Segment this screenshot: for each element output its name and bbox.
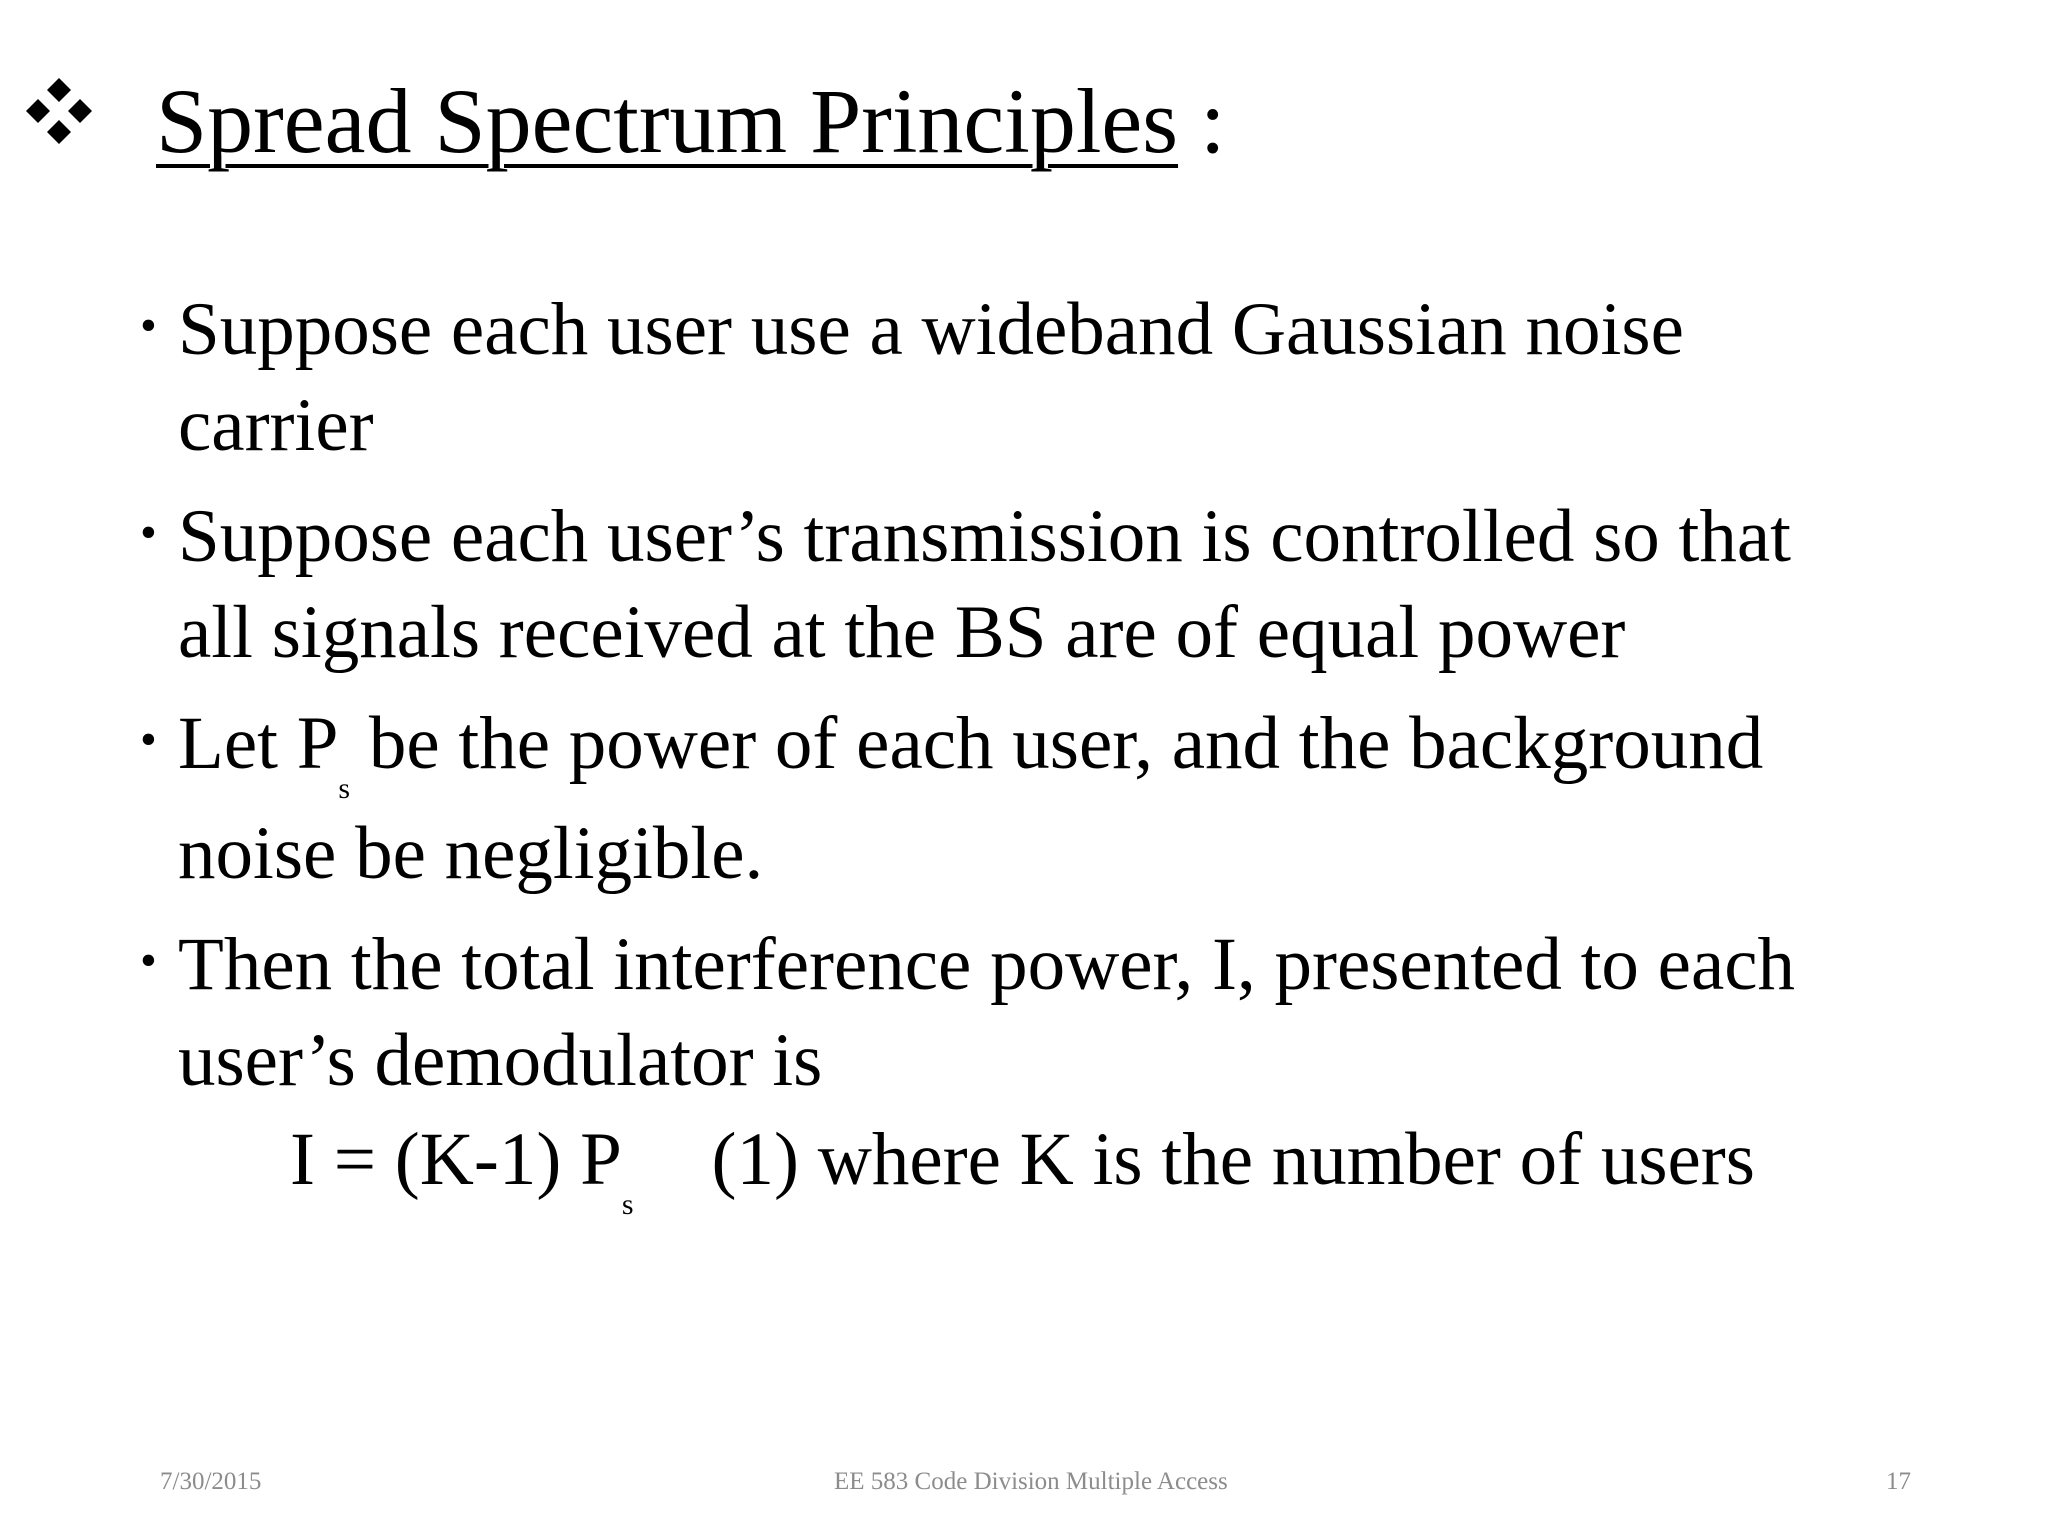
bullet-text-line: user’s demodulator is — [178, 1019, 823, 1102]
bullet-text-line: Suppose each user use a wideband Gaussian noise — [178, 288, 1684, 371]
bullet-dot-icon: • — [140, 506, 157, 559]
bullet-text-line: Suppose each user’s transmission is controlled so that — [178, 495, 1791, 578]
bullet-text-line: all signals received at the BS are of equal power — [178, 591, 1626, 674]
bullet-dot-icon: • — [140, 713, 157, 766]
footer-date: 7/30/2015 — [160, 1468, 262, 1495]
slide-title-text: Spread Spectrum Principles — [156, 70, 1179, 172]
bullet-text-line — [140, 696, 1920, 805]
bullet-text-line: Then the total interference power, I, presented to each — [178, 923, 1796, 1006]
bullet-item — [140, 917, 1920, 1109]
bullet-text-line: noise be negligible. — [178, 812, 764, 895]
bullet-text-suffix: be the power of each user, and the background — [368, 702, 1764, 785]
diamond-cluster-icon — [24, 76, 94, 146]
slide-title-row — [24, 66, 1226, 176]
slide-title-colon: : — [1200, 70, 1226, 172]
bullet-item — [140, 282, 1920, 474]
bullet-text-prefix: Let P — [178, 702, 339, 785]
bullet-dot-icon: • — [140, 934, 157, 987]
equation-lhs: I = (K-1) P — [290, 1118, 622, 1201]
equation-rhs: (1) where K is the number of users — [711, 1118, 1755, 1201]
bullet-dot-icon: • — [140, 299, 157, 352]
bullet-item — [140, 489, 1920, 681]
interference-equation — [290, 1112, 1755, 1221]
bullet-item — [140, 696, 1920, 902]
footer-course-title: EE 583 Code Division Multiple Access — [834, 1468, 1228, 1495]
bullet-text-line: carrier — [178, 384, 374, 467]
slide-title — [156, 66, 1226, 176]
equation-subscript-s: s — [621, 1188, 634, 1221]
subscript-s: s — [338, 772, 351, 805]
footer-page-number: 17 — [1886, 1468, 1911, 1495]
